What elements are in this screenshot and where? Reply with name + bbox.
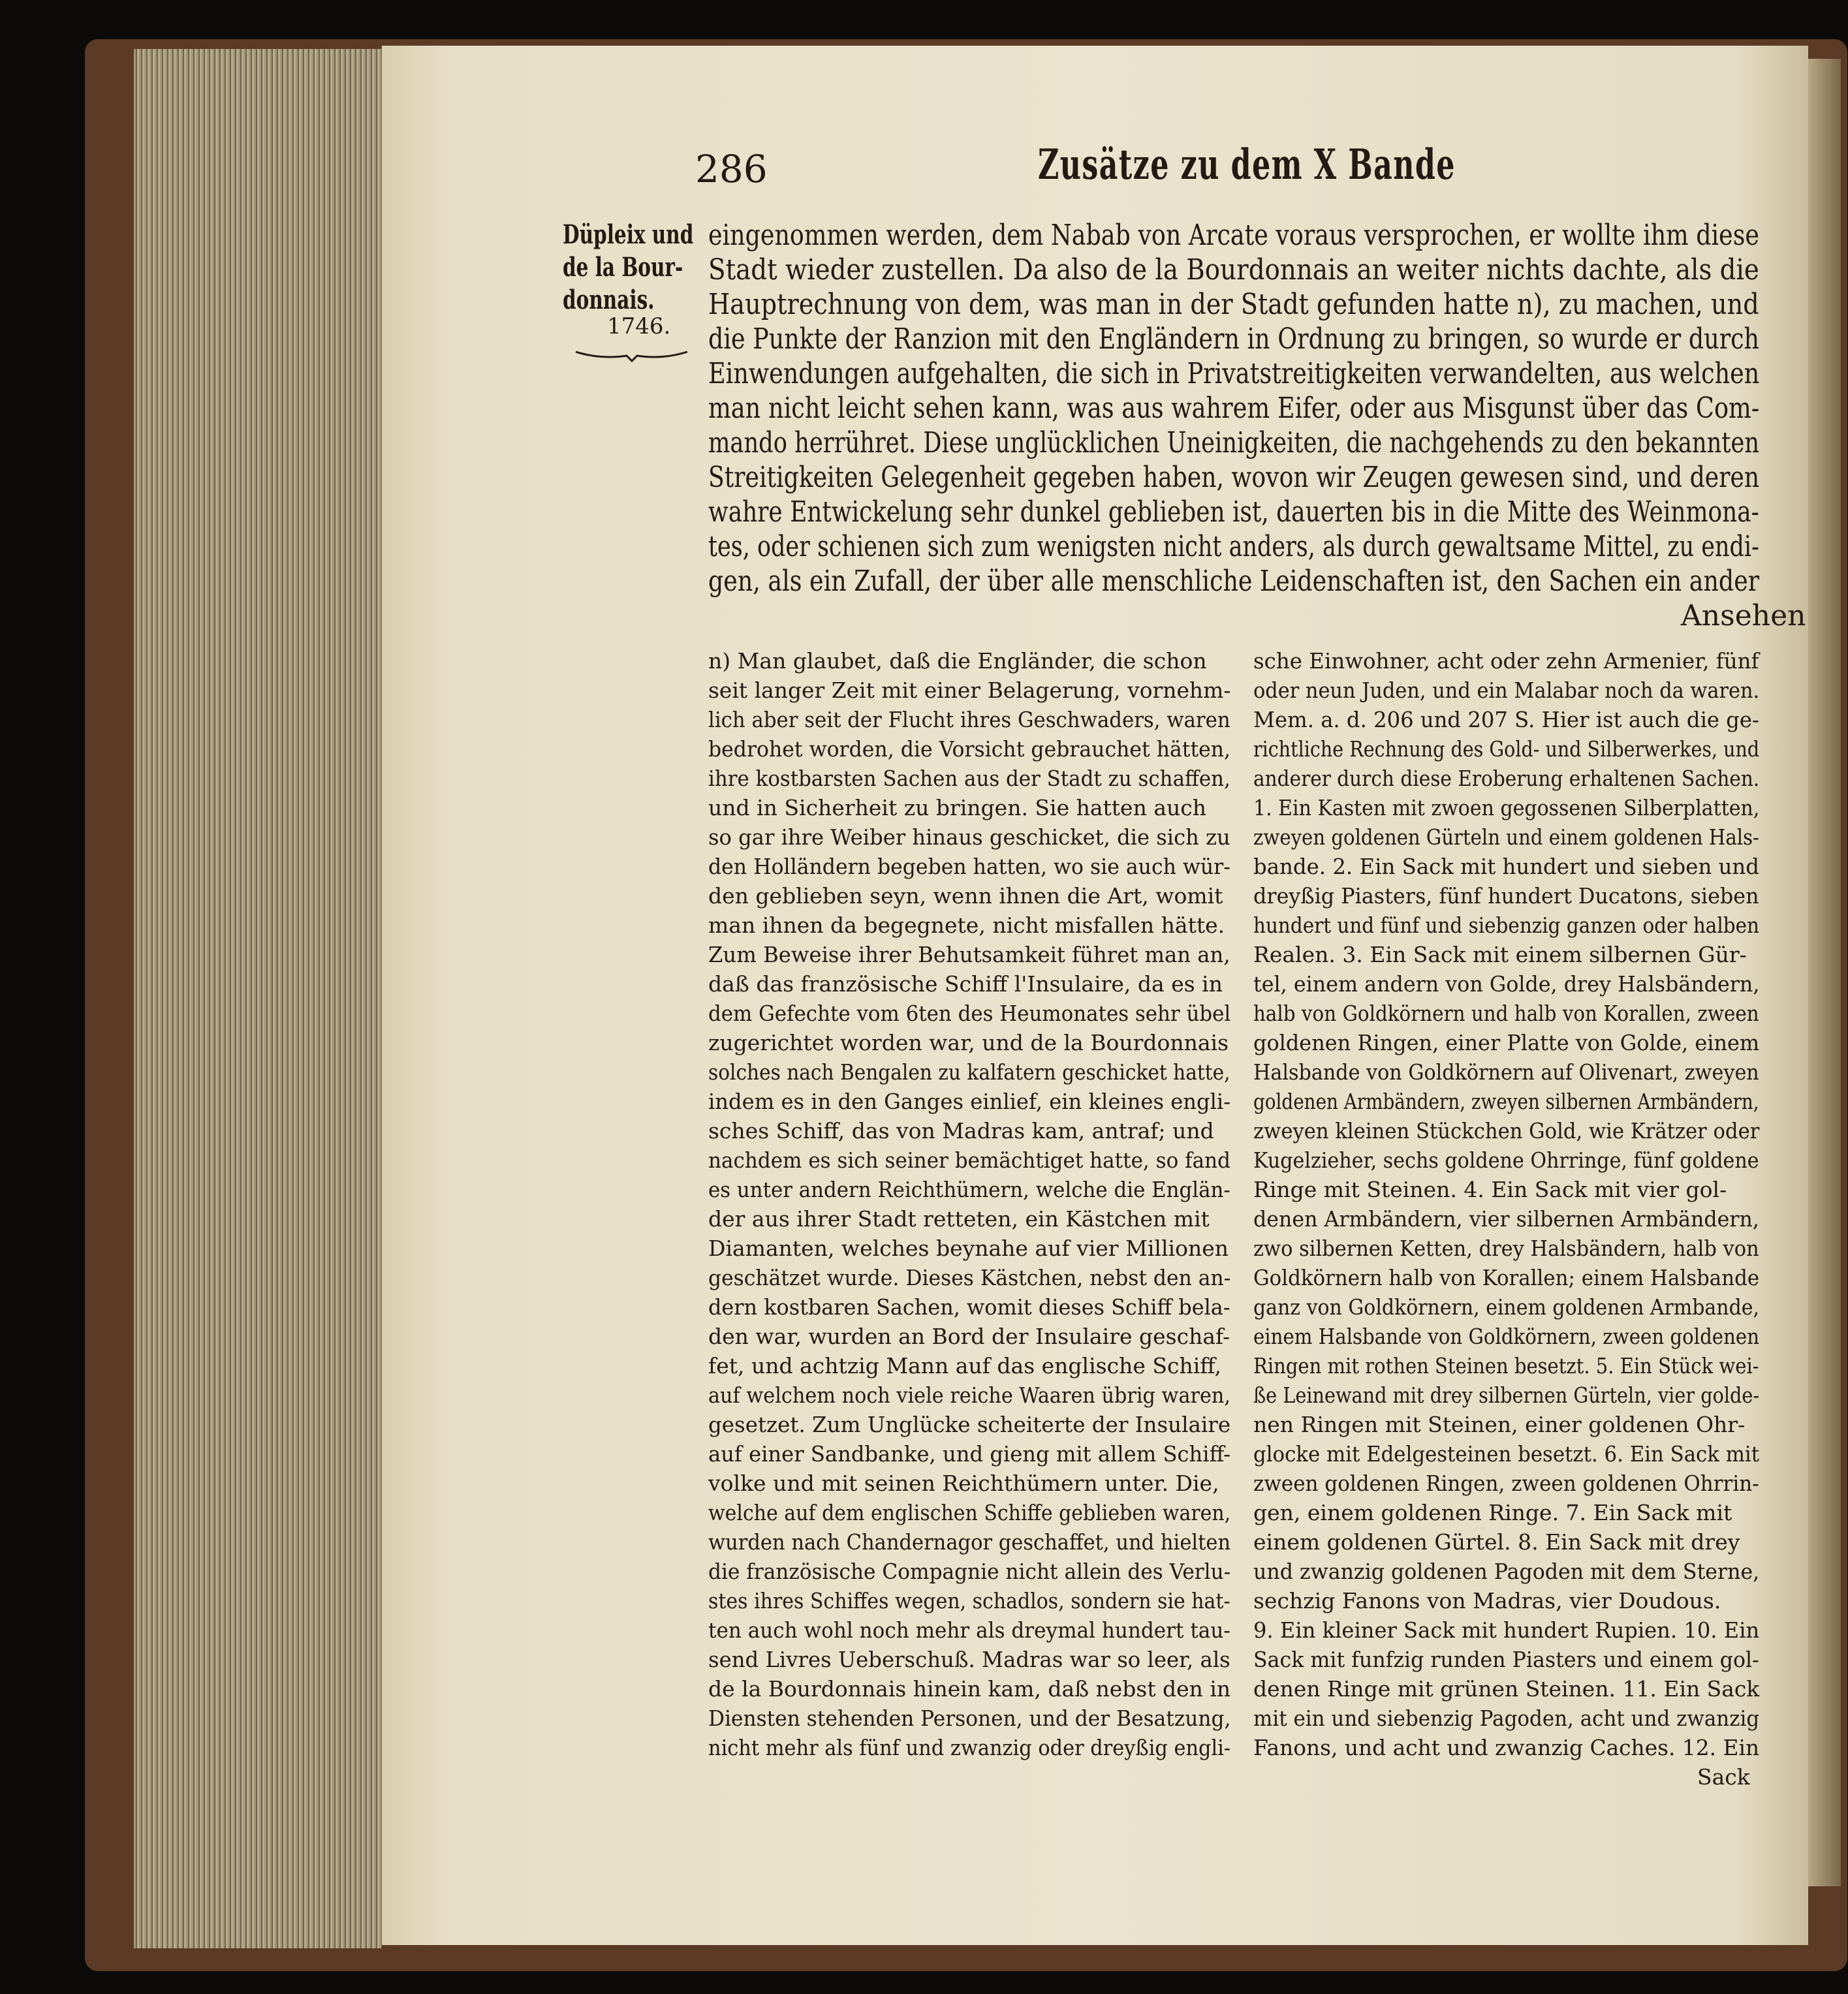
footnote-right-line: 1. Ein Kasten mit zwoen gegossenen Silberplatten, bbox=[1253, 795, 1760, 820]
footnote-right-line: und zwanzig goldenen Pagoden mit dem Sterne, bbox=[1253, 1559, 1760, 1584]
footnote-left-line: seit langer Zeit mit einer Belagerung, vornehm- bbox=[708, 678, 1231, 703]
footnote-left-line: daß das französische Schiff l'Insulaire, da es in bbox=[708, 971, 1223, 997]
footnote-right-line: Sack mit funfzig runden Piasters und einem gol- bbox=[1253, 1647, 1759, 1672]
footnote-left-line: dem Gefechte vom 6ten des Heumonates sehr übel bbox=[708, 1001, 1231, 1026]
main-text-line: Einwendungen aufgehalten, die sich in Privatstreitigkeiten verwandelten, aus welchen bbox=[708, 357, 1760, 390]
footnote-right-line: denen Armbändern, vier silbernen Armbändern, bbox=[1253, 1206, 1759, 1232]
margin-note-line: Düpleix und bbox=[563, 219, 694, 250]
footnote-right-line: Ringen mit rothen Steinen besetzt. 5. Ein Stück wei- bbox=[1253, 1353, 1759, 1379]
footnote-left-line: nicht mehr als fünf und zwanzig oder dreyßig engli- bbox=[708, 1735, 1231, 1760]
footnote-left-line: den geblieben seyn, wenn ihnen die Art, womit bbox=[708, 883, 1223, 909]
footnote-right-line: einem goldenen Gürtel. 8. Ein Sack mit drey bbox=[1253, 1529, 1740, 1555]
footnote-right-line: bande. 2. Ein Sack mit hundert und sieben und bbox=[1253, 854, 1760, 879]
main-text-line: gen, als ein Zufall, der über alle menschliche Leidenschaften ist, den Sachen ein ander bbox=[708, 565, 1760, 598]
footnote-left-line: ihre kostbarsten Sachen aus der Stadt zu schaffen, bbox=[708, 766, 1230, 791]
main-text-line: mando herrühret. Diese unglücklichen Uneinigkeiten, die nachgehends zu den bekannten bbox=[708, 426, 1760, 460]
footnote-right-line: Kugelzieher, sechs goldene Ohrringe, fünf goldene bbox=[1253, 1147, 1759, 1173]
footnote-right-line: ganz von Goldkörnern, einem goldenen Armbande, bbox=[1253, 1294, 1759, 1320]
footnote-left-line: solches nach Bengalen zu kalfatern geschicket hatte, bbox=[708, 1059, 1230, 1085]
footnote-right-line: glocke mit Edelgesteinen besetzt. 6. Ein Sack mit bbox=[1253, 1441, 1760, 1467]
footnote-left-line: welche auf dem englischen Schiffe geblieben waren, bbox=[708, 1500, 1231, 1525]
page-number: 286 bbox=[695, 147, 768, 191]
footnote-left-line: der aus ihrer Stadt retteten, ein Kästchen mit bbox=[708, 1206, 1210, 1232]
footnote-left-line: auf einer Sandbanke, und gieng mit allem Schiff- bbox=[708, 1441, 1231, 1467]
footnote-left-line: und in Sicherheit zu bringen. Sie hatten auch bbox=[708, 795, 1206, 820]
footnote-left-line: den Holländern begeben hatten, wo sie auch wür- bbox=[708, 854, 1230, 879]
footnote-left-line: zugerichtet worden war, und de la Bourdonnais bbox=[708, 1030, 1229, 1055]
footnote-right-line: zwo silbernen Ketten, drey Halsbändern, halb von bbox=[1253, 1236, 1759, 1261]
footnote-left-line: Diamanten, welches beynahe auf vier Millionen bbox=[708, 1236, 1229, 1261]
footnote-left-line: lich aber seit der Flucht ihres Geschwaders, waren bbox=[708, 707, 1230, 732]
footnote-right-line: gen, einem goldenen Ringe. 7. Ein Sack mit bbox=[1253, 1500, 1732, 1525]
footnote-left-line: volke und mit seinen Reichthümern unter. Die, bbox=[708, 1471, 1219, 1496]
footnote-left-line: so gar ihre Weiber hinaus geschicket, die sich zu bbox=[708, 824, 1230, 850]
page-edges bbox=[134, 49, 382, 1948]
main-text-line: Hauptrechnung von dem, was man in der Stadt gefunden hatte n), zu machen, und bbox=[708, 288, 1759, 321]
footnote-right-line: dreyßig Piasters, fünf hundert Ducatons, sieben bbox=[1253, 883, 1759, 909]
main-text-line: eingenommen werden, dem Nabab von Arcate voraus versprochen, er wollte ihm diese bbox=[708, 219, 1759, 252]
footnote-left-line: Diensten stehenden Personen, und der Besatzung, bbox=[708, 1706, 1231, 1731]
footnote-right-line: anderer durch diese Eroberung erhaltenen Sachen. bbox=[1253, 766, 1760, 791]
margin-brace bbox=[574, 349, 689, 362]
footnote-left-line: auf welchem noch viele reiche Waaren übrig waren, bbox=[708, 1382, 1231, 1408]
footnote-right-line: denen Ringe mit grünen Steinen. 11. Ein Sack bbox=[1253, 1676, 1760, 1702]
footnote-right-line: Ringe mit Steinen. 4. Ein Sack mit vier gol- bbox=[1253, 1177, 1727, 1202]
footnote-right-line: sche Einwohner, acht oder zehn Armenier, fünf bbox=[1253, 648, 1759, 674]
footnote-right-line: 9. Ein kleiner Sack mit hundert Rupien. 10. Ein bbox=[1253, 1617, 1760, 1643]
footnote-catchword: Sack bbox=[1697, 1764, 1750, 1790]
footnote-left-line: ten auch wohl noch mehr als dreymal hundert tau- bbox=[708, 1617, 1230, 1643]
main-text-line: tes, oder schienen sich zum wenigsten nicht anders, als durch gewaltsame Mittel, zu endi- bbox=[708, 530, 1759, 563]
footnote-right-line: Mem. a. d. 206 und 207 S. Hier ist auch die ge- bbox=[1253, 707, 1759, 732]
footnote-left-line: man ihnen da begegnete, nicht misfallen hätte. bbox=[708, 912, 1225, 938]
footnote-left-line: sches Schiff, das von Madras kam, antraf; und bbox=[708, 1118, 1214, 1144]
main-text-line: die Punkte der Ranzion mit den Engländern in Ordnung zu bringen, so wurde er durch bbox=[708, 322, 1760, 356]
main-text-line: Stadt wieder zustellen. Da also de la Bourdonnais an weiter nichts dachte, als die bbox=[708, 253, 1759, 287]
footnote-right-line: oder neun Juden, und ein Malabar noch da waren. bbox=[1253, 678, 1760, 703]
main-text-line: wahre Entwickelung sehr dunkel geblieben ist, dauerten bis in die Mitte des Weinmona- bbox=[708, 495, 1759, 529]
footnote-left-line: die französische Compagnie nicht allein des Verlu- bbox=[708, 1559, 1231, 1584]
margin-note-line: de la Bour- bbox=[563, 252, 683, 283]
margin-year: 1746. bbox=[607, 313, 671, 339]
footnote-right-line: goldenen Armbändern, zweyen silbernen Armbändern, bbox=[1253, 1089, 1759, 1114]
footnote-right-line: zween goldenen Ringen, zween goldenen Ohrrin- bbox=[1253, 1471, 1759, 1496]
footnote-right-line: Realen. 3. Ein Sack mit einem silbernen Gür- bbox=[1253, 942, 1747, 967]
footnote-left-line: es unter andern Reichthümern, welche die Englän- bbox=[708, 1177, 1230, 1202]
footnote-left-line: bedrohet worden, die Vorsicht gebrauchet hätten, bbox=[708, 736, 1231, 762]
main-text-line: man nicht leicht sehen kann, was aus wahrem Eifer, oder aus Misgunst über das Com- bbox=[708, 392, 1760, 425]
footnote-right-line: Fanons, und acht und zwanzig Caches. 12. Ein bbox=[1253, 1735, 1760, 1760]
footnote-right-line: Halsbande von Goldkörnern auf Olivenart, zweyen bbox=[1253, 1059, 1759, 1085]
footnote-right-line: sechzig Fanons von Madras, vier Doudous. bbox=[1253, 1588, 1721, 1613]
footnote-left-line: wurden nach Chandernagor geschaffet, und hielten bbox=[708, 1529, 1231, 1555]
footnote-left-line: stes ihres Schiffes wegen, schadlos, sondern sie hat- bbox=[708, 1588, 1230, 1613]
footnote-right-line: halb von Goldkörnern und halb von Korallen, zween bbox=[1253, 1001, 1759, 1026]
footnote-left-line: Zum Beweise ihrer Behutsamkeit führet man an, bbox=[708, 942, 1230, 967]
footnote-left-line: n) Man glaubet, daß die Engländer, die schon bbox=[708, 648, 1207, 674]
footnote-left-line: geschätzet wurde. Dieses Kästchen, nebst den an- bbox=[708, 1265, 1231, 1290]
footnote-right-line: zweyen kleinen Stückchen Gold, wie Krätzer oder bbox=[1253, 1118, 1760, 1144]
footnote-right-line: einem Halsbande von Goldkörnern, zween goldenen bbox=[1253, 1324, 1760, 1349]
main-text-line: Streitigkeiten Gelegenheit gegeben haben, wovon wir Zeugen gewesen sind, und deren bbox=[708, 461, 1760, 494]
footnote-left-line: fet, und achtzig Mann auf das englische Schiff, bbox=[708, 1353, 1222, 1379]
catchword: Ansehen bbox=[1681, 599, 1806, 632]
running-head: Zusätze zu dem X Bande bbox=[1038, 140, 1456, 189]
footnote-left-line: nachdem es sich seiner bemächtiget hatte, so fand bbox=[708, 1147, 1230, 1173]
footnote-right-line: ße Leinewand mit drey silbernen Gürteln, vier golde- bbox=[1253, 1382, 1760, 1408]
footnote-right-line: goldenen Ringen, einer Platte von Golde, einem bbox=[1253, 1030, 1760, 1055]
footnote-left-line: dern kostbaren Sachen, womit dieses Schiff bela- bbox=[708, 1294, 1230, 1320]
margin-note-line: donnais. bbox=[563, 285, 655, 315]
footnote-right-line: nen Ringen mit Steinen, einer goldenen Ohr- bbox=[1253, 1412, 1746, 1437]
footnote-left-line: send Livres Ueberschuß. Madras war so leer, als bbox=[708, 1647, 1230, 1672]
footnote-right-line: richtliche Rechnung des Gold- und Silberwerkes, und bbox=[1253, 736, 1760, 762]
footnote-left-line: de la Bourdonnais hinein kam, daß nebst den in bbox=[708, 1676, 1231, 1702]
footnote-right-line: zweyen goldenen Gürteln und einem goldenen Hals- bbox=[1253, 824, 1759, 850]
facing-page-edge bbox=[1808, 59, 1841, 1886]
footnote-right-line: hundert und fünf und siebenzig ganzen oder halben bbox=[1253, 912, 1759, 938]
footnote-left-line: indem es in den Ganges einlief, ein kleines engli- bbox=[708, 1089, 1231, 1114]
footnote-left-line: gesetzet. Zum Unglücke scheiterte der Insulaire bbox=[708, 1412, 1231, 1437]
footnote-right-line: mit ein und siebenzig Pagoden, acht und zwanzig bbox=[1253, 1706, 1760, 1731]
footnote-right-line: tel, einem andern von Golde, drey Halsbändern, bbox=[1253, 971, 1760, 997]
footnote-left-line: den war, wurden an Bord der Insulaire geschaf- bbox=[708, 1324, 1230, 1349]
footnote-right-line: Goldkörnern halb von Korallen; einem Halsbande bbox=[1253, 1265, 1760, 1290]
